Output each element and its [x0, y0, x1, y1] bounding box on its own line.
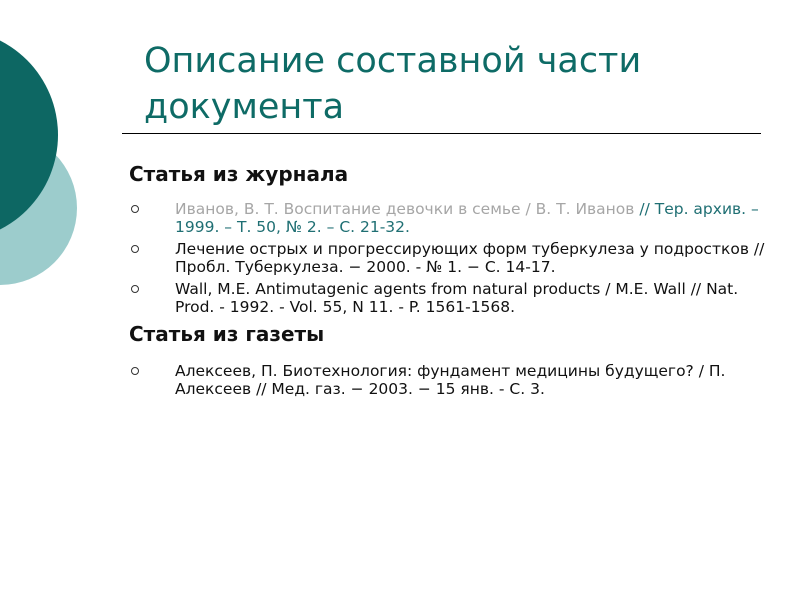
section-heading-journal: Статья из журнала	[129, 162, 349, 186]
journal-references-list	[129, 200, 769, 320]
hollow-bullet-icon	[131, 245, 139, 253]
reference-text: Wall, M.E. Antimutagenic agents from natural products / M.E. Wall // Nat. Prod. - 1992. - Vol. 55, N 11. - P. 1561-1568.	[175, 280, 739, 316]
reference-source-part: // Тер. архив. – 1999. – Т. 50, № 2. – С. 21-32.	[175, 200, 759, 236]
hollow-bullet-icon	[131, 285, 139, 293]
decorative-circles	[0, 0, 80, 320]
section-heading-newspaper: Статья из газеты	[129, 322, 325, 346]
reference-text: Алексеев, П. Биотехнология: фундамент медицины будущего? / П. Алексеев // Мед. газ. − 2003. − 15 янв. - С. 3.	[175, 362, 726, 398]
list-item	[129, 200, 769, 236]
newspaper-references-list	[129, 362, 769, 402]
reference-text: Лечение острых и прогрессирующих форм туберкулеза у подростков // Пробл. Туберкулеза. − 2000. - № 1. − С. 14-17.	[175, 240, 765, 276]
list-item	[129, 280, 769, 316]
hollow-bullet-icon	[131, 367, 139, 375]
list-item	[129, 362, 769, 398]
hollow-bullet-icon	[131, 205, 139, 213]
list-item	[129, 240, 769, 276]
slide-title: Описание составной части документа	[144, 41, 642, 127]
title-divider	[122, 133, 761, 134]
reference-author-part: Иванов, В. Т. Воспитание девочки в семье / В. Т. Иванов	[175, 200, 635, 218]
